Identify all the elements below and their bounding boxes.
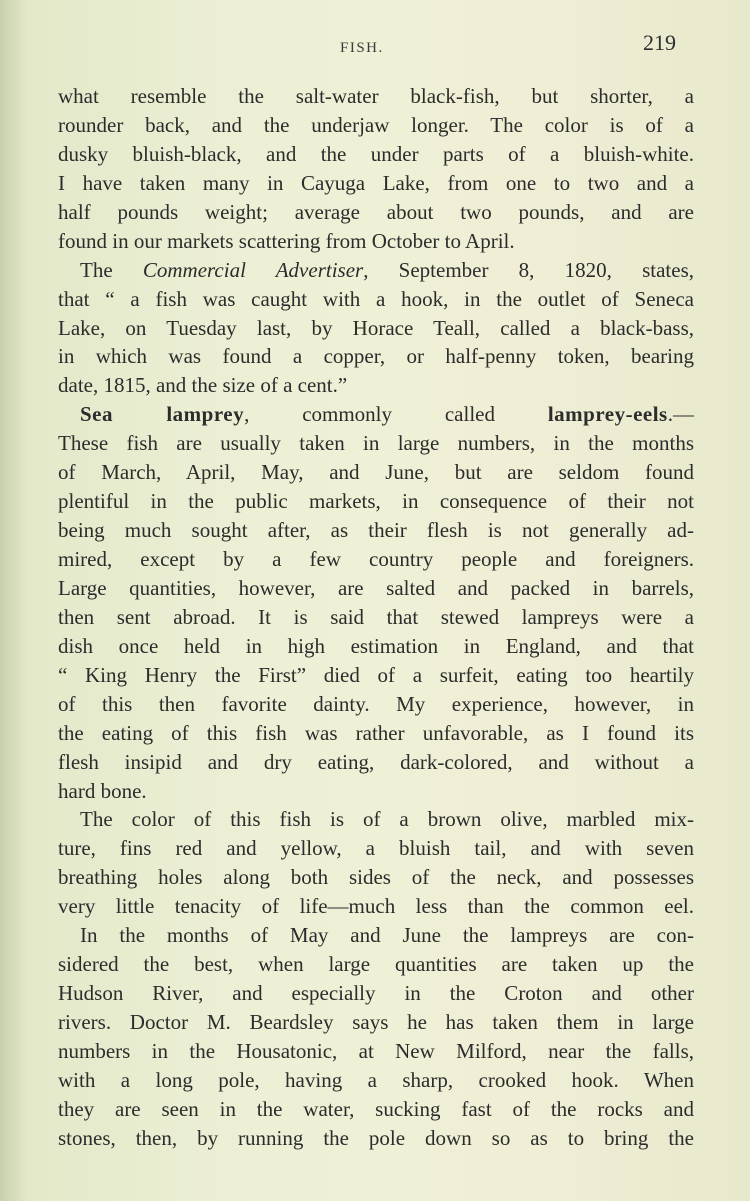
text-line bbox=[58, 400, 694, 429]
line-segment: , commonly called bbox=[244, 402, 548, 427]
text-line: stones, then, by running the pole down so as to bring the bbox=[58, 1125, 694, 1150]
text-line: then sent abroad. It is said that stewed lampreys were a bbox=[58, 604, 694, 629]
text-line: These fish are usually taken in large numbers, in the months bbox=[58, 431, 694, 456]
text-line: hard bone. bbox=[58, 778, 147, 803]
text-line: the eating of this fish was rather unfavorable, as I found its bbox=[58, 720, 694, 745]
text-line: ture, fins red and yellow, a bluish tail, and with seven bbox=[58, 836, 694, 861]
text-line: plentiful in the public markets, in consequence of their not bbox=[58, 489, 694, 514]
text-line: they are seen in the water, sucking fast of the rocks and bbox=[58, 1096, 694, 1121]
text-line: In the months of May and June the lampreys are con- bbox=[80, 923, 694, 948]
text-line: dusky bluish-black, and the under parts of a bluish-white. bbox=[58, 141, 694, 166]
text-line: of this then favorite dainty. My experience, however, in bbox=[58, 691, 694, 716]
text-line: Hudson River, and especially in the Croton and other bbox=[58, 981, 694, 1006]
text-line: Lake, on Tuesday last, by Horace Teall, called a black-bass, bbox=[58, 315, 694, 340]
text-line: The color of this fish is of a brown olive, marbled mix- bbox=[80, 807, 694, 832]
text-line: “ King Henry the First” died of a surfeit, eating too heartily bbox=[58, 662, 694, 687]
text-line: in which was found a copper, or half-penny token, bearing bbox=[58, 344, 694, 369]
running-head bbox=[0, 30, 750, 62]
text-line: sidered the best, when large quantities are taken up the bbox=[58, 952, 694, 977]
page-gutter-shadow bbox=[0, 0, 28, 1201]
text-line: date, 1815, and the size of a cent.” bbox=[58, 373, 348, 398]
text-line: I have taken many in Cayuga Lake, from one to two and a bbox=[58, 170, 694, 195]
line-segment: .— bbox=[667, 402, 694, 427]
text-line: with a long pole, having a sharp, crooked hook. When bbox=[58, 1067, 694, 1092]
bold-term: lamprey-eels bbox=[547, 402, 668, 427]
text-line: rivers. Doctor M. Beardsley says he has taken them in large bbox=[58, 1010, 694, 1034]
text-line: breathing holes along both sides of the neck, and possesses bbox=[58, 865, 694, 890]
text-line: rounder back, and the underjaw longer. The color is of a bbox=[58, 112, 694, 137]
text-line: of March, April, May, and June, but are seldom found bbox=[58, 460, 694, 485]
bold-term: Sea lamprey bbox=[80, 402, 245, 427]
italic-title: Commercial Advertiser bbox=[142, 257, 364, 282]
text-line: dish once held in high estimation in England, and that bbox=[58, 633, 694, 658]
page-number: 219 bbox=[643, 30, 676, 55]
text-line: Large quantities, however, are salted and packed in barrels, bbox=[58, 575, 694, 600]
text-line bbox=[58, 256, 694, 285]
text-line: very little tenacity of life—much less than the common eel. bbox=[58, 894, 694, 919]
line-segment: , September 8, 1820, states, bbox=[363, 257, 695, 282]
section-title: FISH. bbox=[340, 40, 384, 56]
text-line: mired, except by a few country people and foreigners. bbox=[58, 547, 694, 571]
text-line: being much sought after, as their flesh is not generally ad- bbox=[58, 518, 694, 543]
text-line: half pounds weight; average about two pounds, and are bbox=[58, 199, 694, 224]
text-line: what resemble the salt-water black-fish, but shorter, a bbox=[58, 84, 694, 108]
line-segment: The bbox=[80, 257, 143, 282]
text-line: that “ a fish was caught with a hook, in the outlet of Seneca bbox=[58, 286, 694, 311]
text-line: flesh insipid and dry eating, dark-colored, and without a bbox=[58, 749, 694, 774]
body-text bbox=[58, 82, 694, 1153]
text-line: numbers in the Housatonic, at New Milford, near the falls, bbox=[58, 1038, 694, 1063]
text-line: found in our markets scattering from October to April. bbox=[58, 228, 515, 253]
